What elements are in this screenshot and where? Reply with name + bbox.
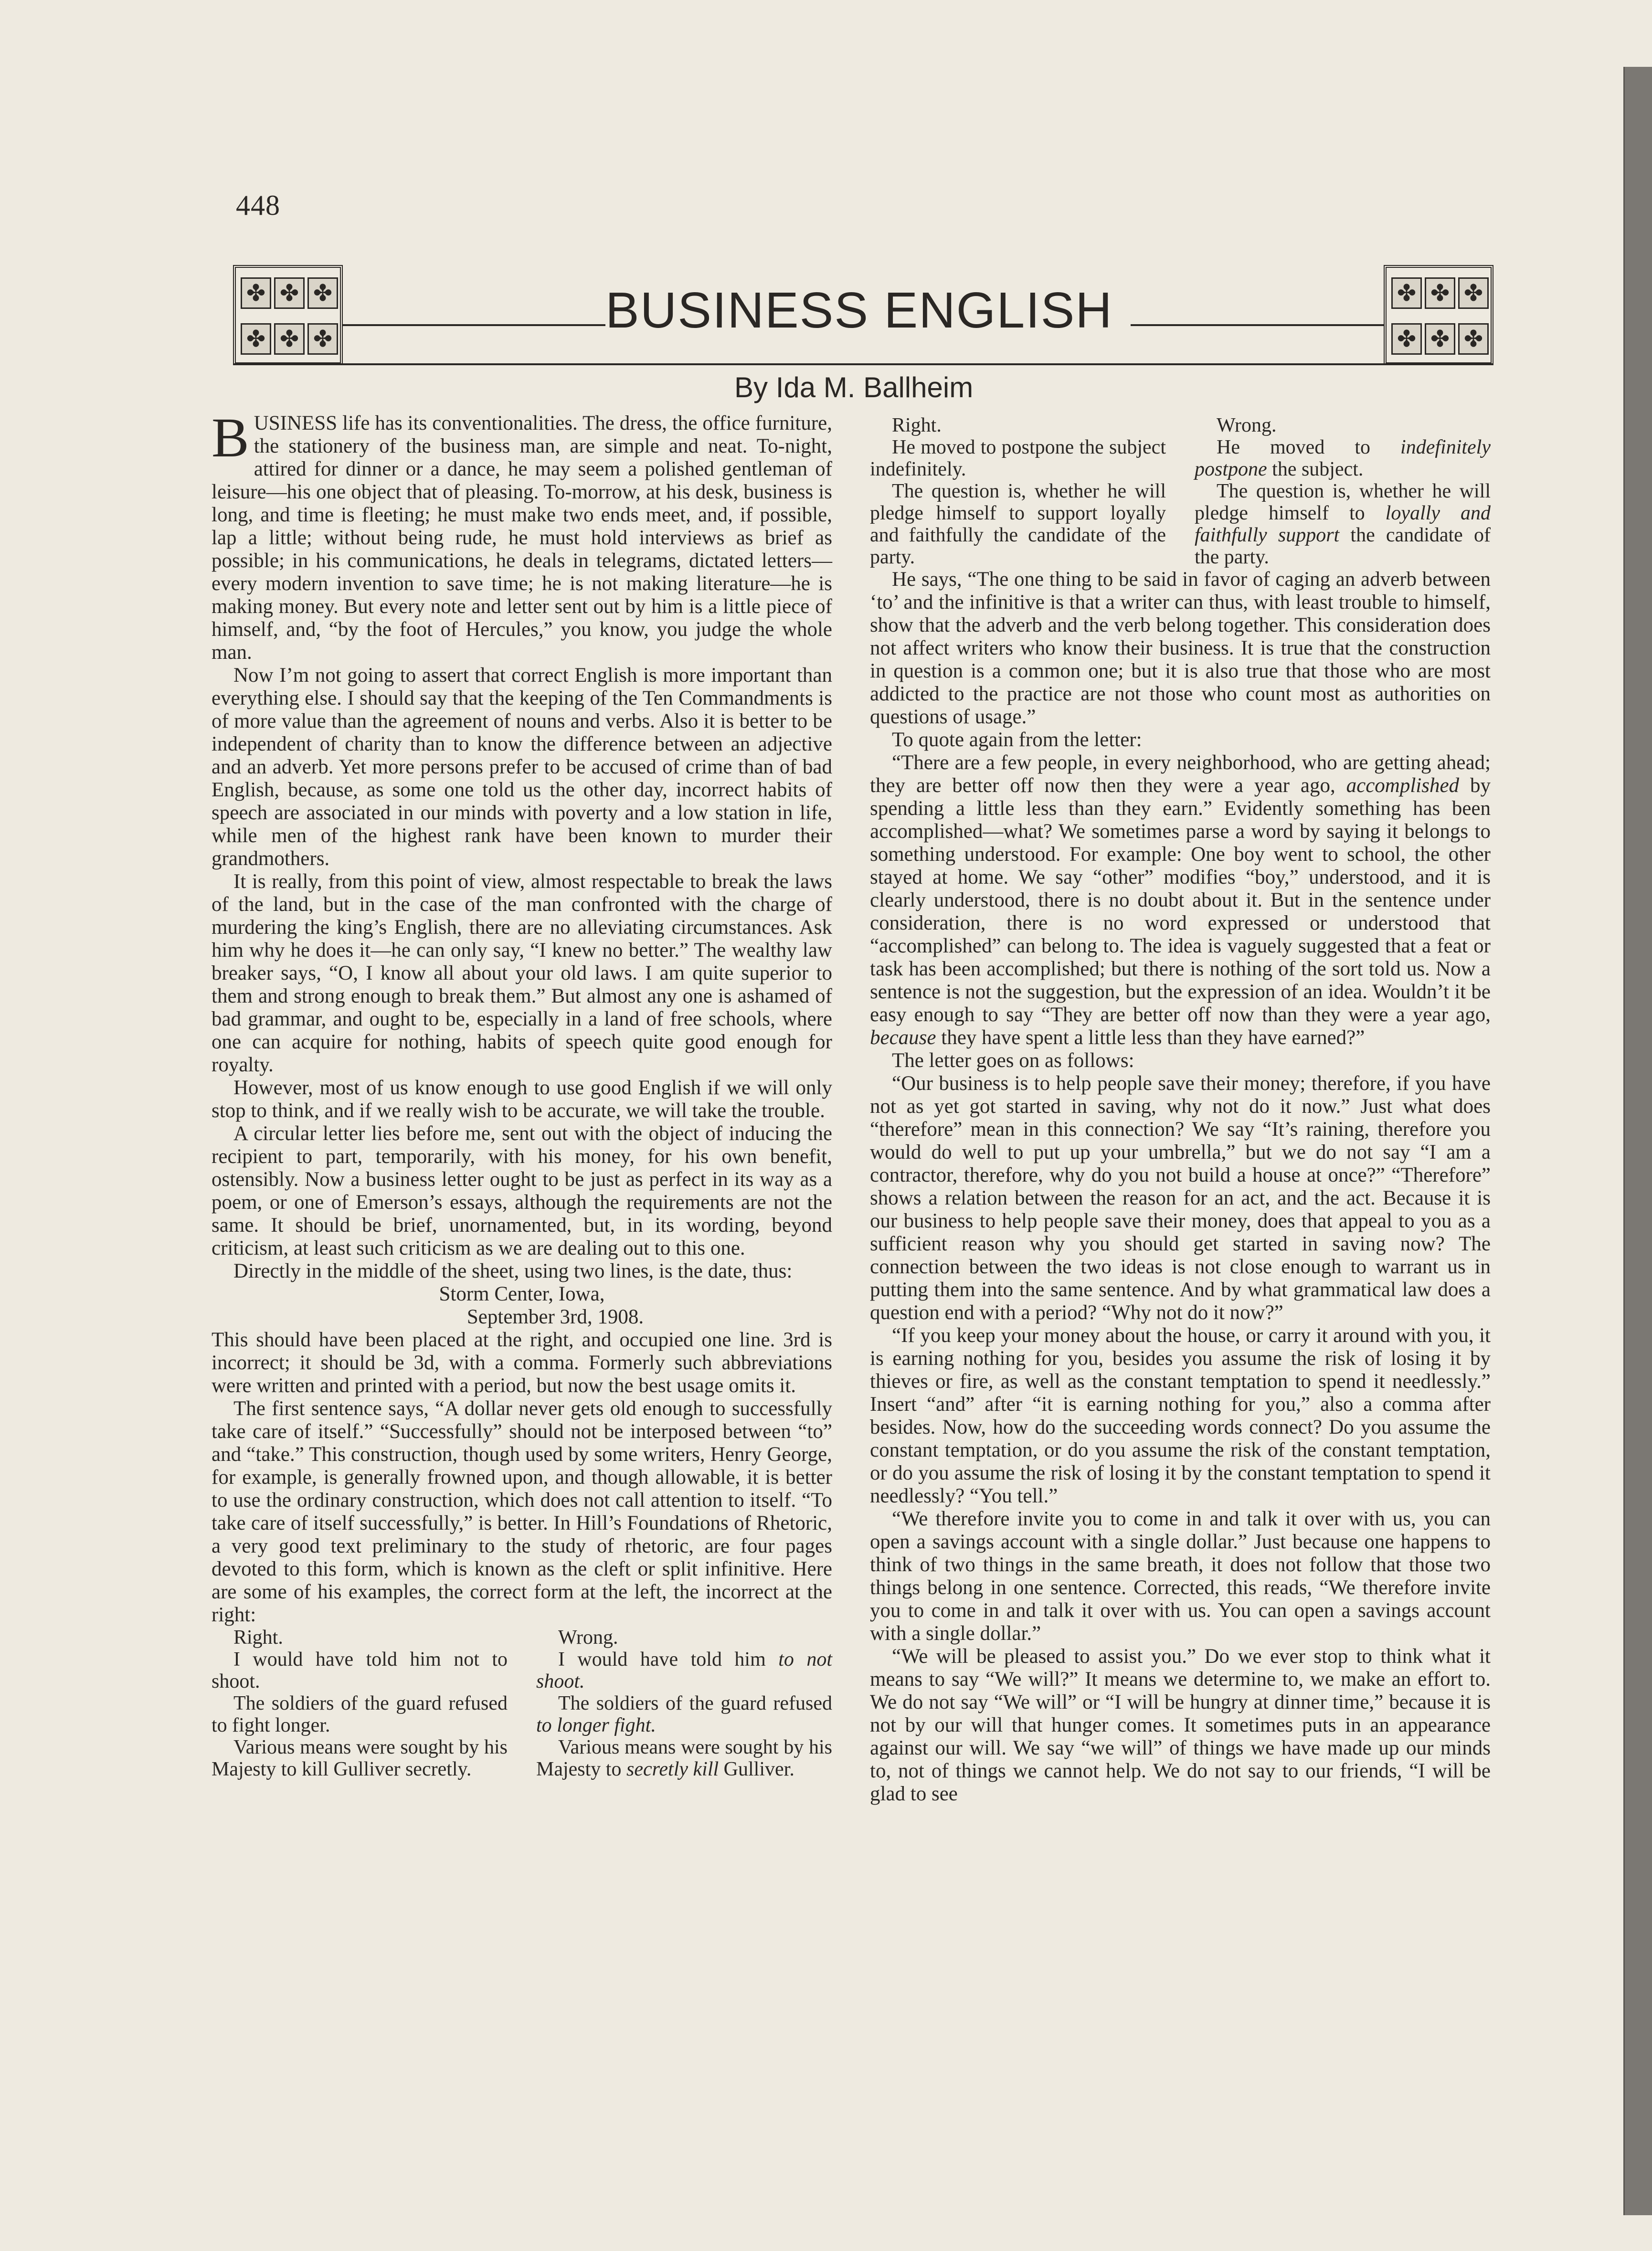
paragraph: “Our business is to help people save their money; therefore, if you have not as yet got started in saving, why not do it now.” Just what does “therefore” mean in this connection? We say “It’s raining, therefore you would do well to put up your umbrella,” but we do not say “I am a contractor, therefore, why do you not build a house at once?” “Therefore” shows a relation between the reason for an act, and the act. Because it is our business to help people save their money, does that appeal to you as a sufficient reason why you should get started in saving now? The connection between the two ideas is not close enough to warrant us in putting them into the same sentence. And by what grammatical law does a question end with a period? “Why not do it now?” [870,1072,1491,1324]
paragraph: The first sentence says, “A dollar never gets old enough to successfully take care of itself.” “Successfully” should not be interposed between “to” and “take.” This construction, though used by some writers, Henry George, for example, is generally frowned upon, and though allowable, it is better to use the ordinary construction, which does not call attention to itself. “To take care of itself successfully,” is better. In Hill’s Foundations of Rhetoric, a very good text preliminary to the study of rhetoric, are four pages devoted to this form, which is known as the cleft or split infinitive. Here are some of his examples, the correct form at the left, the incorrect at the right: [212,1397,832,1626]
clover-ornament-icon: ✤ [307,323,338,355]
clover-ornament-icon: ✤ [241,277,271,309]
paragraph: “We therefore invite you to come in and talk it over with us, you can open a savings account with a single dollar.” Just because one happens to think of two things in the same breath, it does not follow that those two things belong in one sentence. Corrected, this reads, “We therefore invite you to come in and talk it over with us. You can open a savings account with a single dollar.” [870,1508,1491,1645]
example-correct: He moved to postpone the subject indefinitely. [870,436,1166,480]
example-correct: I would have told him not to shoot. [212,1649,508,1692]
examples-table [870,414,1491,568]
clover-ornament-icon: ✤ [1391,323,1422,355]
author-byline: By Ida M. Ballheim [734,371,974,403]
paragraph: Directly in the middle of the sheet, using two lines, is the date, thus: [233,1260,793,1282]
paragraph: However, most of us know enough to use good English if we will only stop to think, and if we really wish to be accurate, we will take the trouble. [212,1077,832,1122]
paragraph: To quote again from the letter: [892,729,1142,751]
quoted-date-line: September 3rd, 1908. [466,1306,644,1328]
clover-ornament-icon: ✤ [274,323,305,355]
drop-cap: B [212,406,249,469]
example-correct: The question is, whether he will pledge himself to support loyally and faithfully the candidate of the party. [870,480,1166,568]
example-correct: The soldiers of the guard refused to fight longer. [212,1692,508,1736]
right-ornament-box [1384,265,1493,365]
wrong-examples-column [1195,414,1491,568]
example-correct: Various means were sought by his Majesty to kill Gulliver secretly. [212,1736,508,1780]
clover-ornament-icon: ✤ [307,277,338,309]
example-incorrect: The soldiers of the guard refused to longer fight. [536,1692,832,1736]
paragraph: He says, “The one thing to be said in favor of caging an adverb between ‘to’ and the infinitive is that a writer can thus, with least trouble to himself, show that the adverb and the verb belong together. This consideration does not affect writers who know their business. It is true that the construction in question is a common one; but it is also true that those who are most addicted to the practice are not those who count most as authorities on questions of usage.” [870,568,1491,728]
example-incorrect: The question is, whether he will pledge himself to loyally and faithfully support the candidate of the party. [1195,480,1491,568]
right-examples-column [212,1627,508,1780]
title-rule-left [343,324,605,326]
right-examples-column [870,414,1166,568]
paragraph: Now I’m not going to assert that correct English is more important than everything else. I should say that the keeping of the Ten Commandments is of more value than the agreement of nouns and verbs. Also it is better to be independent of charity than to know the difference between an adjective and an adverb. Yet more persons prefer to be accused of crime than of bad English, because, as some one told us the other day, incorrect habits of speech are associated in our minds with poverty and a low station in life, while men of the highest rank have been known to murder their grandmothers. [212,664,832,870]
clover-ornament-icon: ✤ [274,277,305,309]
quoted-date-line: Storm Center, Iowa, [439,1283,605,1305]
paragraph: “If you keep your money about the house, or carry it around with you, it is earning nothing for you, besides you assume the risk of losing it by thieves or fire, as well as the constant temptation to spend it needlessly.” Insert “and” after “it is earning nothing for you,” also a comma after besides. Now, how do the succeeding words connect? Do you assume the constant temptation, or do you assume the risk of the constant temptation, or do you assume the risk of losing it by the constant temptation to spend it needlessly? “You tell.” [870,1324,1491,1507]
column-heading: Wrong. [1217,414,1277,436]
paragraph: “We will be pleased to assist you.” Do we ever stop to think what it means to say “We will?” It means we determine to, we make an effort to. We do not say “We will” or “I will be hungry at dinner time,” because it is not by our will that hunger comes. It sometimes puts in an appearance against our will. We say “we will” of things we have made up our minds to, not of things we cannot help. We do not say to our friends, “I will be glad to see [870,1645,1491,1805]
example-incorrect: I would have told him to not shoot. [536,1649,832,1692]
clover-ornament-icon: ✤ [1425,323,1455,355]
paragraph: The letter goes on as follows: [892,1049,1134,1072]
left-ornament-box [233,265,343,365]
article-column-left [212,406,832,1780]
article-column-right [870,414,1491,1806]
examples-table [212,1627,832,1780]
header-bottom-rule [233,363,1493,365]
paragraph: “There are a few people, in every neighborhood, who are getting ahead; they are better off now then they were a year ago, accomplished by spending a little less than they earn.” Evidently something has been accomplished—what? We sometimes parse a word by saying it belongs to something understood. For example: One boy went to school, the other stayed at home. We say “other” modifies “boy,” understood, and it is clearly understood, there is no doubt about it. But in the sentence under consideration, there is no word expressed or understood that “accomplished” can belong to. The idea is vaguely suggested that a feat or task has been accomplished; but there is nothing of the sort told us. Now a sentence is not the suggestion, but the expression of an idea. Wouldn’t it be easy enough to say “They are better off now than they were a year ago, because they have spent a little less than they have earned?” [870,751,1491,1049]
column-heading: Right. [892,414,942,436]
example-incorrect: He moved to indefinitely postpone the subject. [1195,436,1491,480]
wrong-examples-column [536,1627,832,1780]
section-title: BUSINESS ENGLISH [605,282,1113,338]
clover-ornament-icon: ✤ [1458,277,1489,309]
section-header [233,265,1493,365]
paragraph: This should have been placed at the right, and occupied one line. 3rd is incorrect; it should be 3d, with a comma. Formerly such abbreviations were written and printed with a period, but now the best usage omits it. [212,1329,832,1397]
clover-ornament-icon: ✤ [1425,277,1455,309]
clover-ornament-icon: ✤ [241,323,271,355]
example-incorrect: Various means were sought by his Majesty to secretly kill Gulliver. [536,1736,832,1780]
column-heading: Wrong. [558,1627,618,1649]
page-number: 448 [236,190,280,221]
paragraph: It is really, from this point of view, almost respectable to break the laws of the land, but in the case of the man confronted with the charge of murdering the king’s English, there are no alleviating circumstances. Ask him why he does it—he can only say, “I knew no better.” The wealthy law breaker says, “O, I know all about your old laws. I am quite superior to them and strong enough to break them.” But almost any one is ashamed of bad grammar, and ought to be, especially in a land of free schools, where one can acquire for nothing, habits of speech quite good enough for royalty. [212,870,832,1076]
column-heading: Right. [233,1627,283,1649]
adjacent-page-edge [1623,67,1652,2215]
paragraph: BUSINESS life has its conventionalities. The dress, the office furniture, the stationery of the business man, are simple and neat. To-night, attired for dinner or a dance, he may seem a polished gentleman of leisure—his one object that of pleasing. To-morrow, at his desk, business is long, and time is fleeting; he must make two ends meet, and, if possible, lap a little; without being rude, he must hold interviews as brief as possible; in his communications, he deals in telegrams, dictated letters—every modern invention to save time; he is not making literature—he is making money. But every note and letter sent out by him is a little piece of himself, and, “by the foot of Hercules,” you know, you judge the whole man. [212,406,832,664]
title-rule-right [1131,324,1384,326]
clover-ornament-icon: ✤ [1391,277,1422,309]
paragraph: A circular letter lies before me, sent out with the object of inducing the recipient to part, temporarily, with his money, for his own benefit, ostensibly. Now a business letter ought to be just as perfect in its way as a poem, or one of Emerson’s essays, although the requirements are not the same. It should be brief, unornamented, but, in its wording, beyond criticism, at least such criticism as we are dealing out to this one. [212,1122,832,1259]
clover-ornament-icon: ✤ [1458,323,1489,355]
